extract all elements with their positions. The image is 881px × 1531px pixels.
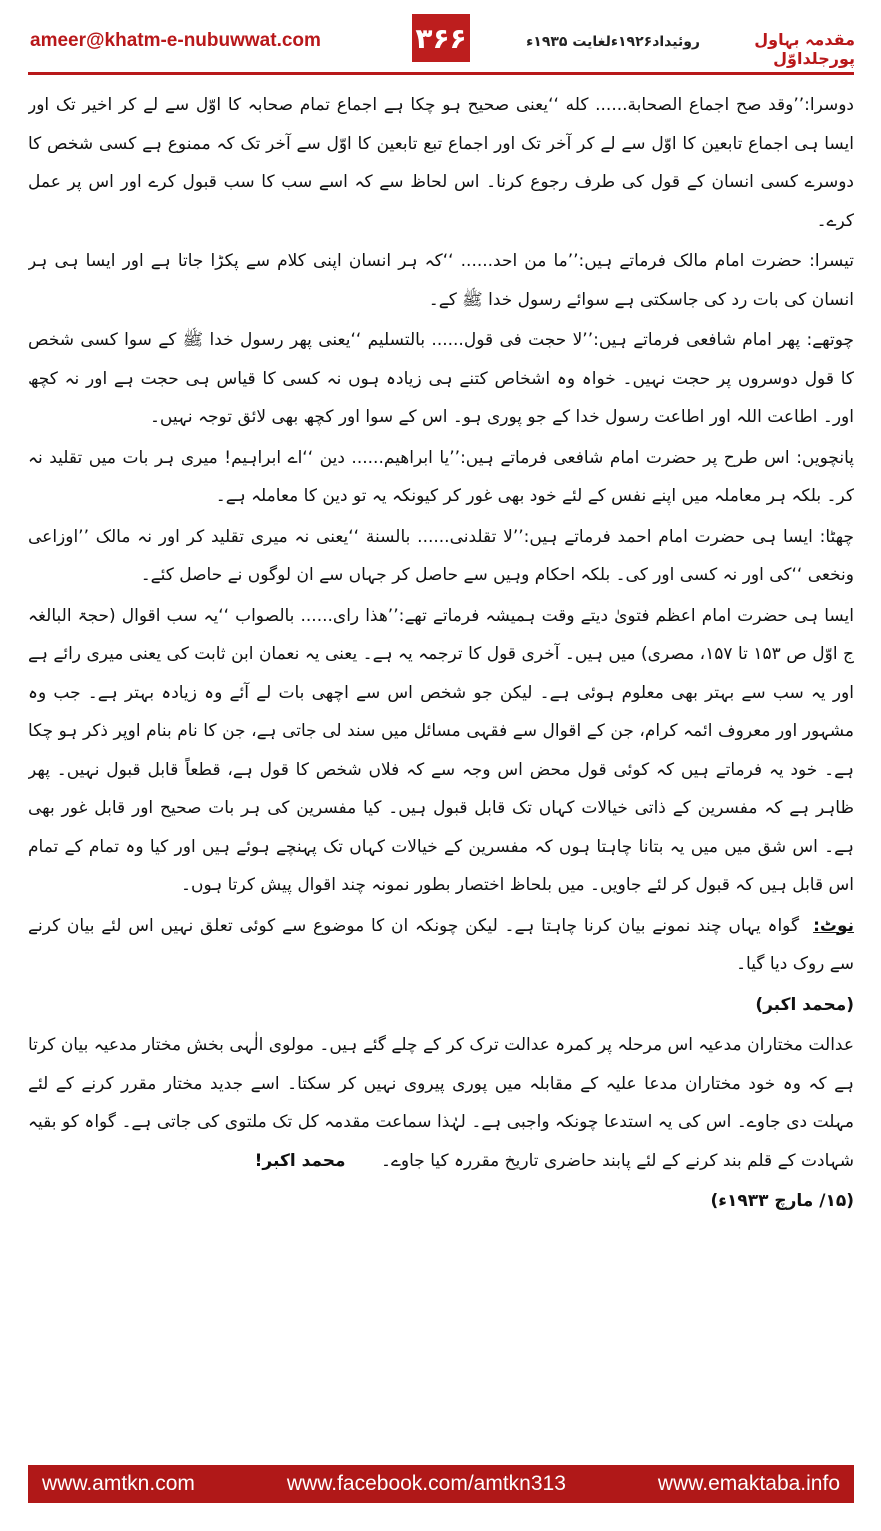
note-signature [28, 986, 854, 1025]
paragraph-third: تیسرا: حضرت امام مالک فرماتے ہیں:’’ما من احد...... ‘‘کہ ہر انسان اپنی کلام سے پکڑا جاتا ہے اور ایسا ہی ہر انسان کی بات رد کی جاسکتی ہے سوائے رسول خدا ﷺ کے۔ [28, 251, 854, 310]
page-header [0, 0, 881, 80]
page-body [28, 86, 854, 1456]
court-text: عدالت مختاران مدعیہ اس مرحلہ پر کمرہ عدالت ترک کر کے چلے گئے ہیں۔ مولوی الٰہی بخش مختار مدعیہ بیان کرتا ہے کہ وہ خود مختاران مدعا علیہ کے مقابلہ میں پوری پیروی نہیں کر سکتا۔ اسے جدید مختار مقرر کرنے کے لئے مہلت دی جاوے۔ اس کی یہ استدعا چونکہ واجبی ہے۔ لہٰذا سماعت مقدمہ کل تک ملتوی کی جاتی ہے۔ گواہ کو بقیہ شہادت کے قلم بند کرنے کے لئے پابند حاضری تاریخ مقررہ کیا جاوے۔ [28, 1035, 854, 1171]
paragraph-imam-azam: ایسا ہی حضرت امام اعظم فتویٰ دیتے وقت ہمیشہ فرماتے تھے:’’هذا رای...... بالصواب ‘‘یہ سب اقوال (حجۃ البالغہ ج اوّل ص ۱۵۳ تا ۱۵۷، مصری) میں ہیں۔ آخری قول کا ترجمہ یہ ہے۔ یعنی یہ نعمان ابن ثابت کی یعنی میری رائے ہے اور یہ سب سے بہتر بھی معلوم ہوئی ہے۔ لیکن جو شخص اس سے اچھی بات لے آئے وہ زیادہ بہتر ہے۔ جب وہ مشہور اور معروف ائمہ کرام، جن کے اقوال سے فقہی مسائل میں سند لی جاتی ہے، جن کا نام بنام اوپر ذکر ہو چکا ہے۔ خود یہ فرماتے ہیں کہ کوئی قول محض اس وجہ سے کہ فلاں شخص کا قول ہے، قطعاً قابل قبول نہیں۔ پھر ظاہر ہے کہ مفسرین کے ذاتی خیالات کہاں تک قابل قبول ہیں۔ کیا مفسرین کی ہر بات صحیح اور قابل غور بھی ہے۔ اس شق میں میں یہ بتانا چاہتا ہوں کہ مفسرین کے خیالات کہاں تک پہنچے ہوئے ہیں اور کیا وہ تمام کے تمام اس قابل ہیں کہ قبول کر لئے جاویں۔ میں بلحاظ اختصار بطور نمونہ چند اقوال پیش کرتا ہوں۔ [28, 605, 854, 895]
header-subtitle: روئیداد۱۹۲۶ءلغایت ۱۹۳۵ء [526, 34, 700, 50]
note-paragraph [28, 907, 854, 984]
court-signature: محمد اکبر! [254, 1150, 346, 1171]
date: (۱۵/ مارچ ۱۹۳۳ء) [710, 1191, 854, 1211]
note-text: گواہ یہاں چند نمونے بیان کرنا چاہتا ہے۔ لیکن چونکہ ان کا موضوع سے کوئی تعلق نہیں اس لئے بیان کرنے سے روک دیا گیا۔ [28, 915, 854, 974]
footer-link-facebook[interactable]: www.facebook.com/amtkn313 [286, 1472, 566, 1495]
note-sign: (محمد اکبر) [755, 994, 854, 1015]
page-number: ۳۶۶ [412, 14, 470, 62]
book-title: مقدمہ بہاول پورجلداوّل [754, 30, 855, 68]
paragraph-fourth: چوتھے: پھر امام شافعی فرماتے ہیں:’’لا حجت فی قول...... بالتسلیم ‘‘یعنی پھر رسول خدا ﷺ کے سوا کسی شخص کا قول دوسروں پر حجت نہیں۔ خواہ وہ اشخاص کتنے ہی زیادہ ہوں نہ کسی کا قیاس ہی حجت ہے اور نہ کچھ اور۔ اطاعت اللہ اور اطاعت رسول خدا کے جو پوری ہو۔ اس کے سوا اور کچھ بھی لائق توجہ نہیں۔ [28, 330, 854, 427]
footer-link-amtkn[interactable]: www.amtkn.com [42, 1472, 195, 1495]
court-paragraph [28, 1026, 854, 1180]
footer-link-emaktaba[interactable]: www.emaktaba.info [657, 1472, 840, 1495]
footer-bar [28, 1465, 854, 1503]
paragraph-second: دوسرا:’’وقد صح اجماع الصحابة...... كله ‘‘یعنی صحیح ہو چکا ہے اجماع تمام صحابہ کا اوّل سے لے کر اخیر تک اور ایسا ہی اجماع تابعین کا اوّل سے لے کر آخر تک اور اجماع تبع تابعین کا اوّل سے آخر تک کہ ممنوع ہے کسی شخص کا دوسرے کسی انسان کے قول کی طرف رجوع کرنا۔ اس لحاظ سے کہ اسے سب کا سب قبول کرے اور اس پر عمل کرے۔ [28, 95, 854, 231]
paragraph-fifth: پانچویں: اس طرح پر حضرت امام شافعی فرماتے ہیں:’’یا ابراهیم...... دین ‘‘اے ابراہیم! میری ہر بات میں تقلید نہ کر۔ بلکہ ہر معاملہ میں اپنے نفس کے لئے خود بھی غور کر کیونکہ یہ تو دین کا معاملہ ہے۔ [28, 447, 854, 506]
email-address[interactable]: ameer@khatm-e-nubuwwat.com [30, 30, 321, 51]
header-divider [28, 72, 854, 75]
note-label: نوٹ: [813, 915, 854, 936]
paragraph-sixth: چھٹا: ایسا ہی حضرت امام احمد فرماتے ہیں:’’لا تقلدنی...... بالسنة ‘‘یعنی نہ میری تقلید کر اور نہ مالک ’’اوزاعی ونخعی ‘‘کی اور نہ کسی اور کی۔ بلکہ احکام وہیں سے حاصل کر جہاں سے ان لوگوں نے حاصل کئے۔ [28, 526, 854, 585]
date-line [28, 1182, 854, 1221]
